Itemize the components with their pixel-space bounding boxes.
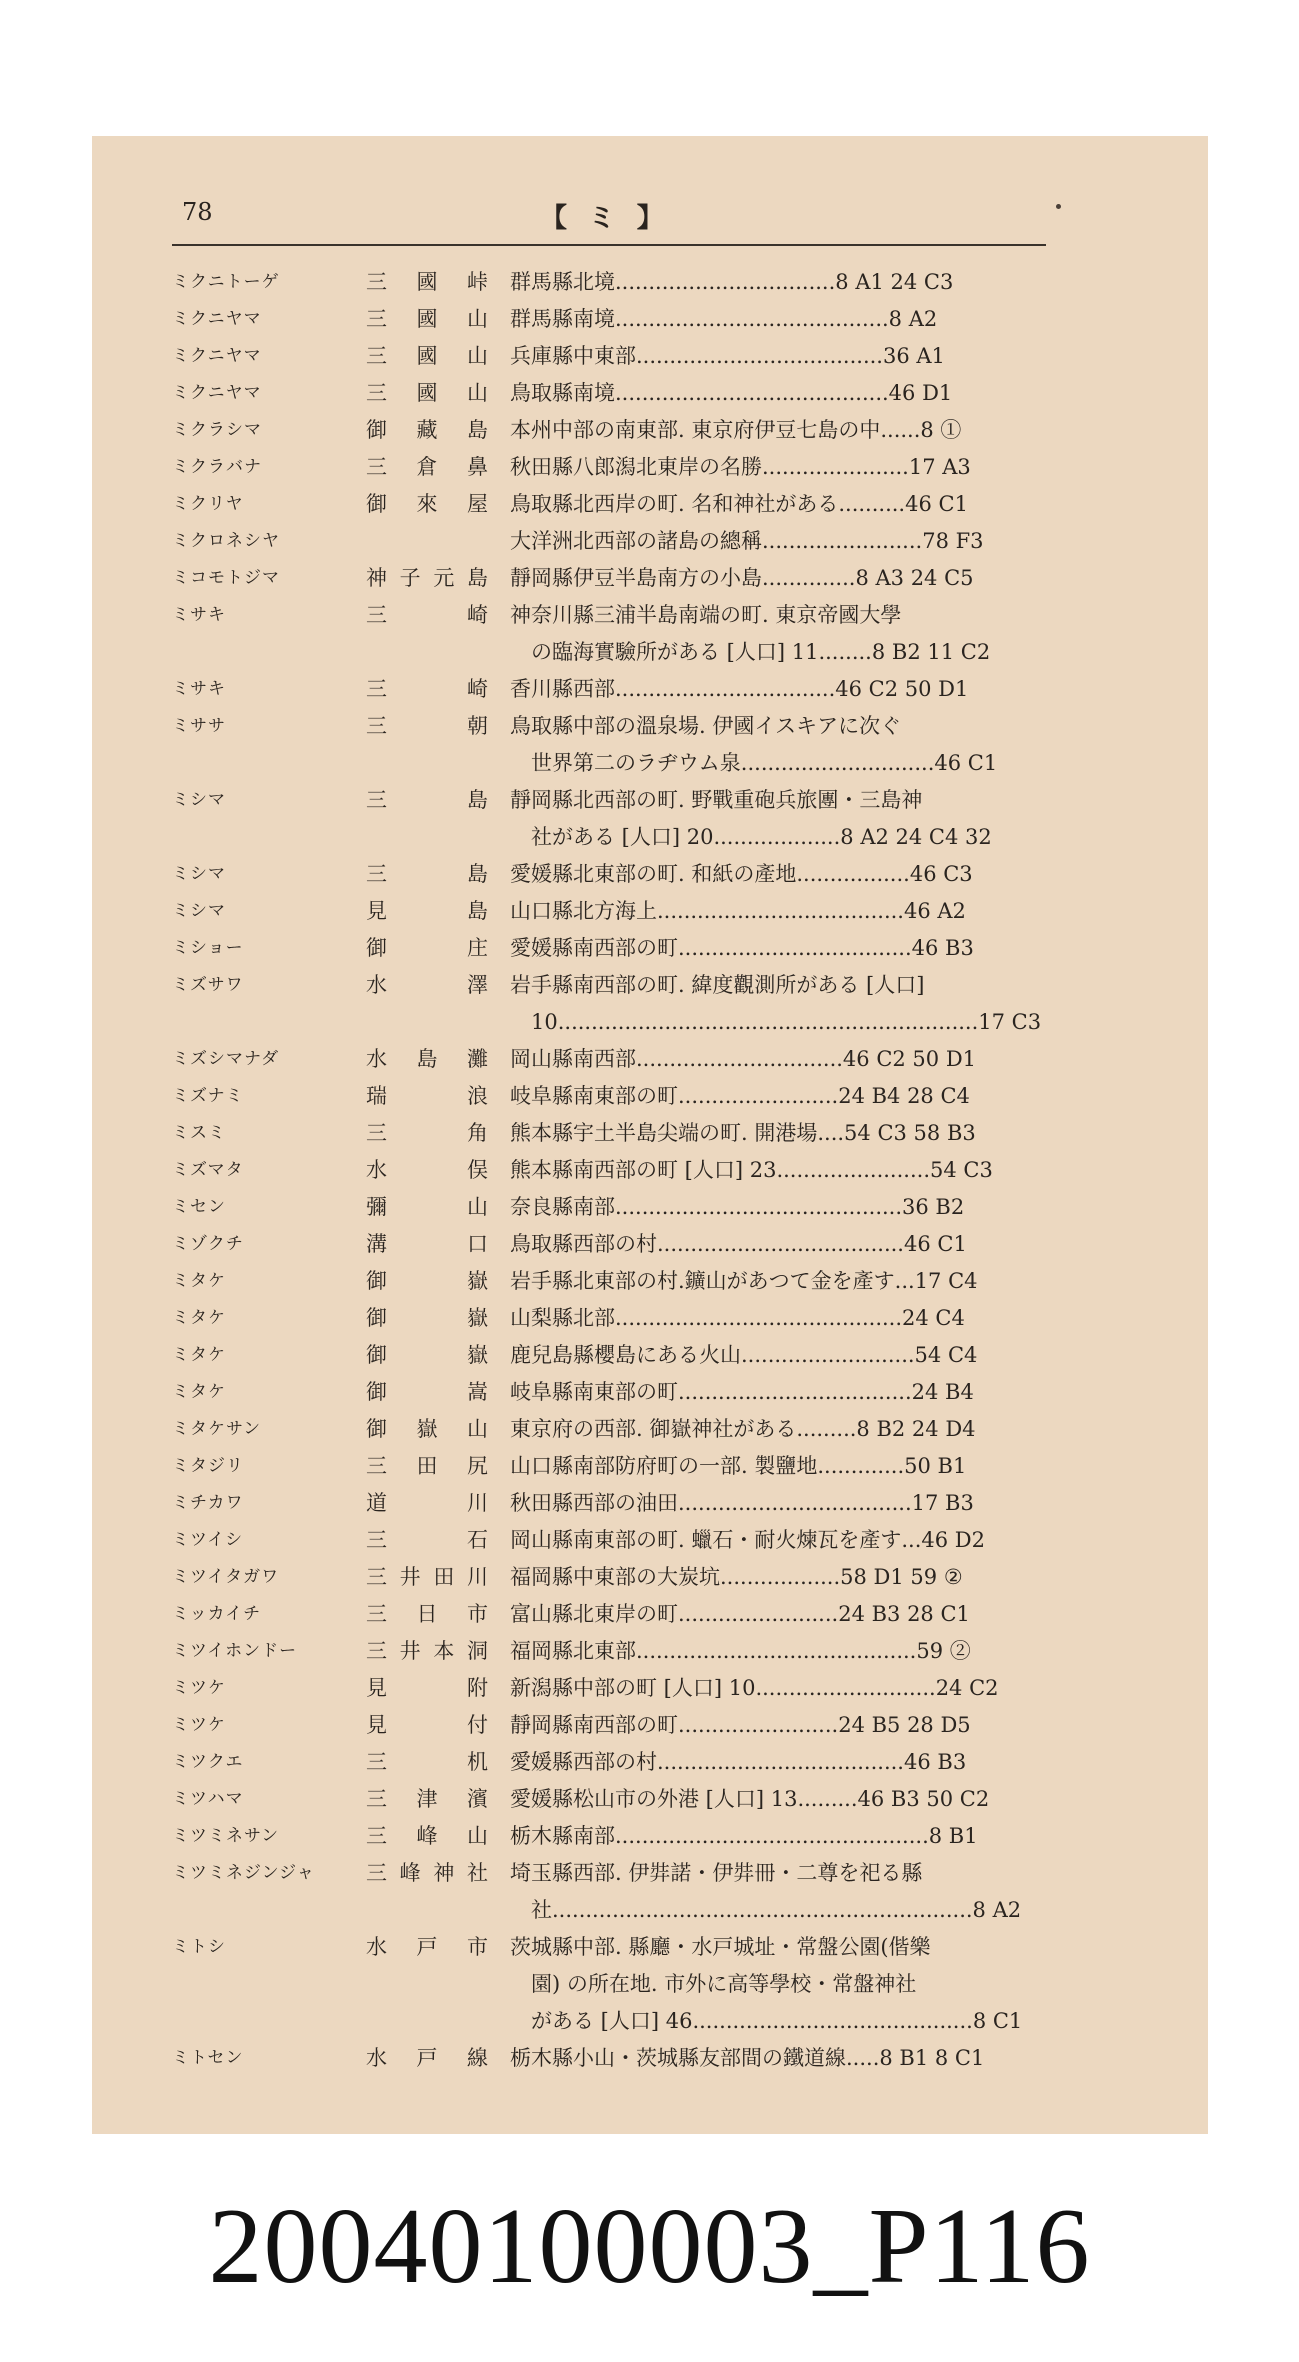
gazetteer-entry xyxy=(172,708,1072,782)
description-line: 東京府の西部. 御嶽神社がある.........8 B2 24 D4 xyxy=(510,1417,976,1441)
description-line: 岐阜縣南東部の町........................24 B4 28 C4 xyxy=(510,1084,970,1108)
entry-description xyxy=(510,1559,1072,1596)
entry-reading: ミクラシマ xyxy=(172,420,262,440)
description-line: 岩手縣南西部の町. 緯度觀測所がある [人口] xyxy=(510,973,925,997)
gazetteer-entry xyxy=(172,1855,1072,1929)
entry-description xyxy=(510,1078,1072,1115)
entry-description xyxy=(510,1744,1072,1781)
description-line: 群馬縣南境.........................................8 A2 xyxy=(510,307,938,331)
description-line: 靜岡縣南西部の町........................24 B5 28 D5 xyxy=(510,1713,971,1737)
entry-name: 御嵩 xyxy=(366,1380,488,1404)
entry-name: 三井田川 xyxy=(366,1565,488,1589)
gazetteer-entry xyxy=(172,1263,1072,1300)
entry-reading: ミツイホンドー xyxy=(172,1641,298,1661)
description-line: 山口縣南部防府町の一部. 製鹽地.............50 B1 xyxy=(510,1454,967,1478)
gazetteer-entry xyxy=(172,1744,1072,1781)
entry-reading: ミタケ xyxy=(172,1345,226,1365)
description-line: 靜岡縣北西部の町. 野戰重砲兵旅團・三島神 xyxy=(510,788,923,812)
gazetteer-entry xyxy=(172,1374,1072,1411)
description-line: 奈良縣南部...........................................36 B2 xyxy=(510,1195,965,1219)
description-line: 群馬縣北境.................................8 A1 24 C3 xyxy=(510,270,954,294)
entry-name: 三机 xyxy=(366,1750,488,1774)
entry-description xyxy=(510,1374,1072,1411)
gazetteer-entry xyxy=(172,1522,1072,1559)
entry-reading: ミトセン xyxy=(172,2048,244,2068)
description-line: 鳥取縣北西岸の町. 名和神社がある..........46 C1 xyxy=(510,492,968,516)
entry-name: 見附 xyxy=(366,1676,488,1700)
entry-name: 見付 xyxy=(366,1713,488,1737)
description-line: 山梨縣北部...........................................24 C4 xyxy=(510,1306,965,1330)
description-line: 鳥取縣西部の村.....................................46 C1 xyxy=(510,1232,967,1256)
entry-description xyxy=(510,338,1072,375)
entry-reading: ミタジリ xyxy=(172,1456,244,1476)
gazetteer-entry xyxy=(172,1633,1072,1670)
entry-name: 三島 xyxy=(366,862,488,886)
entry-description xyxy=(510,1448,1072,1485)
entry-name: 水戸市 xyxy=(366,1935,488,1959)
description-line: 愛媛縣南西部の町...................................46 B3 xyxy=(510,936,974,960)
entry-description xyxy=(510,1226,1072,1263)
description-line: 富山縣北東岸の町........................24 B3 28 C1 xyxy=(510,1602,970,1626)
entry-name: 神子元島 xyxy=(366,566,488,590)
entry-name: 瑞浪 xyxy=(366,1084,488,1108)
entry-description xyxy=(510,1263,1072,1300)
entry-description xyxy=(510,1633,1072,1670)
archive-id: 20040100003_P116 xyxy=(208,2187,1091,2306)
description-line: 山口縣北方海上.....................................46 A2 xyxy=(510,899,966,923)
page-number: 78 xyxy=(182,198,213,226)
description-line: 福岡縣中東部の大炭坑..................58 D1 59 ② xyxy=(510,1565,963,1589)
entry-reading: ミクニヤマ xyxy=(172,309,262,329)
description-line: 熊本縣宇土半島尖端の町. 開港場....54 C3 58 B3 xyxy=(510,1121,976,1145)
gazetteer-entries xyxy=(172,264,1072,2077)
description-line: 福岡縣北東部..........................................59 ② xyxy=(510,1639,971,1663)
gazetteer-entry xyxy=(172,2040,1072,2077)
entry-description xyxy=(510,523,1072,560)
description-line: 兵庫縣中東部.....................................36 A1 xyxy=(510,344,945,368)
entry-description xyxy=(510,375,1072,412)
entry-name: 三崎 xyxy=(366,603,488,627)
entry-reading: ミタケサン xyxy=(172,1419,262,1439)
entry-description xyxy=(510,671,1072,708)
entry-description xyxy=(510,449,1072,486)
entry-description xyxy=(510,1670,1072,1707)
description-line: 愛媛縣北東部の町. 和紙の產地.................46 C3 xyxy=(510,862,973,886)
description-line: 栃木縣南部...............................................8 B1 xyxy=(510,1824,978,1848)
gazetteer-entry xyxy=(172,597,1072,671)
entry-description xyxy=(510,1855,1072,1929)
description-line: 大洋洲北西部の諸島の總稱........................78 F3 xyxy=(510,529,984,553)
gazetteer-entry xyxy=(172,1670,1072,1707)
description-line: 社...............................................................8 A2 xyxy=(510,1898,1022,1922)
entry-name: 三國山 xyxy=(366,381,488,405)
description-line: 岡山縣南西部...............................46 C2 50 D1 xyxy=(510,1047,977,1071)
entry-reading: ミタケ xyxy=(172,1382,226,1402)
gazetteer-entry xyxy=(172,264,1072,301)
entry-reading: ミササ xyxy=(172,716,226,736)
description-line: 世界第二のラヂウム泉.............................46 C1 xyxy=(510,751,998,775)
entry-name: 三倉鼻 xyxy=(366,455,488,479)
entry-name: 三國山 xyxy=(366,344,488,368)
entry-reading: ミツケ xyxy=(172,1715,226,1735)
entry-reading: ミゾクチ xyxy=(172,1234,244,1254)
entry-name: 見島 xyxy=(366,899,488,923)
entry-name: 水俣 xyxy=(366,1158,488,1182)
section-header: 【 ミ 】 xyxy=(540,203,670,234)
entry-description xyxy=(510,930,1072,967)
gazetteer-entry xyxy=(172,1559,1072,1596)
entry-name: 御藏島 xyxy=(366,418,488,442)
entry-reading: ミクリヤ xyxy=(172,494,244,514)
entry-name: 三峰山 xyxy=(366,1824,488,1848)
entry-reading: ミッカイチ xyxy=(172,1604,262,1624)
entry-description xyxy=(510,1781,1072,1818)
gazetteer-entry xyxy=(172,782,1072,856)
entry-reading: ミツミネジンジャ xyxy=(172,1863,315,1883)
entry-description xyxy=(510,1189,1072,1226)
entry-reading: ミズナミ xyxy=(172,1086,244,1106)
gazetteer-entry xyxy=(172,1818,1072,1855)
gazetteer-entry xyxy=(172,1448,1072,1485)
entry-reading: ミタケ xyxy=(172,1308,226,1328)
entry-description xyxy=(510,1300,1072,1337)
entry-reading: ミクラバナ xyxy=(172,457,262,477)
entry-name: 三國山 xyxy=(366,307,488,331)
gazetteer-entry xyxy=(172,1115,1072,1152)
description-line: 香川縣西部.................................46 C2 50 D1 xyxy=(510,677,969,701)
entry-description xyxy=(510,486,1072,523)
entry-description xyxy=(510,1596,1072,1633)
description-line: 本州中部の南東部. 東京府伊豆七島の中......8 ① xyxy=(510,418,962,442)
gazetteer-entry xyxy=(172,856,1072,893)
description-line: 岐阜縣南東部の町...................................24 B4 xyxy=(510,1380,974,1404)
entry-reading: ミズサワ xyxy=(172,975,244,995)
gazetteer-entry xyxy=(172,1300,1072,1337)
entry-description xyxy=(510,1522,1072,1559)
entry-description xyxy=(510,412,1072,449)
entry-description xyxy=(510,264,1072,301)
entry-reading: ミツイタガワ xyxy=(172,1567,280,1587)
entry-name: 御庄 xyxy=(366,936,488,960)
entry-name: 御嶽 xyxy=(366,1306,488,1330)
entry-reading: ミツケ xyxy=(172,1678,226,1698)
gazetteer-entry xyxy=(172,893,1072,930)
gazetteer-entry xyxy=(172,671,1072,708)
entry-reading: ミシマ xyxy=(172,864,226,884)
entry-reading: ミサキ xyxy=(172,679,226,699)
entry-description xyxy=(510,597,1072,671)
description-line: 埼玉縣西部. 伊弉諾・伊弉冊・二尊を祀る縣 xyxy=(510,1861,923,1885)
entry-reading: ミズマタ xyxy=(172,1160,244,1180)
entry-name: 三角 xyxy=(366,1121,488,1145)
gazetteer-entry xyxy=(172,1152,1072,1189)
entry-reading: ミツクエ xyxy=(172,1752,244,1772)
entry-reading: ミコモトジマ xyxy=(172,568,280,588)
entry-name: 三井本洞 xyxy=(366,1639,488,1663)
description-line: 社がある [人口] 20...................8 A2 24 C4 32 xyxy=(510,825,992,849)
entry-name: 三國峠 xyxy=(366,270,488,294)
entry-name: 三崎 xyxy=(366,677,488,701)
gazetteer-entry xyxy=(172,375,1072,412)
entry-description xyxy=(510,893,1072,930)
entry-reading: ミタケ xyxy=(172,1271,226,1291)
entry-description xyxy=(510,1929,1072,2040)
entry-name: 三田尻 xyxy=(366,1454,488,1478)
gazetteer-entry xyxy=(172,1226,1072,1263)
entry-name: 溝口 xyxy=(366,1232,488,1256)
description-line: 靜岡縣伊豆半島南方の小島..............8 A3 24 C5 xyxy=(510,566,974,590)
entry-reading: ミセン xyxy=(172,1197,226,1217)
entry-name: 御來屋 xyxy=(366,492,488,516)
entry-reading: ミツイシ xyxy=(172,1530,244,1550)
description-line: 岡山縣南東部の町. 蠟石・耐火煉瓦を產す...46 D2 xyxy=(510,1528,985,1552)
gazetteer-entry xyxy=(172,1781,1072,1818)
description-line: 栃木縣小山・茨城縣友部間の鐵道線.....8 B1 8 C1 xyxy=(510,2046,985,2070)
entry-description xyxy=(510,1485,1072,1522)
entry-description xyxy=(510,782,1072,856)
entry-name: 御嶽 xyxy=(366,1269,488,1293)
description-line: 愛媛縣西部の村.....................................46 B3 xyxy=(510,1750,967,1774)
entry-description xyxy=(510,1707,1072,1744)
entry-name: 水戸線 xyxy=(366,2046,488,2070)
gazetteer-entry xyxy=(172,1707,1072,1744)
description-line: 神奈川縣三浦半島南端の町. 東京帝國大學 xyxy=(510,603,902,627)
gazetteer-entry xyxy=(172,1337,1072,1374)
gazetteer-entry xyxy=(172,449,1072,486)
gazetteer-entry xyxy=(172,1411,1072,1448)
gazetteer-entry xyxy=(172,967,1072,1041)
description-line: 鹿兒島縣櫻島にある火山..........................54 C4 xyxy=(510,1343,978,1367)
entry-reading: ミツミネサン xyxy=(172,1826,280,1846)
entry-description xyxy=(510,301,1072,338)
entry-reading: ミショー xyxy=(172,938,244,958)
entry-name: 水澤 xyxy=(366,973,488,997)
gazetteer-entry xyxy=(172,486,1072,523)
entry-name: 三津濱 xyxy=(366,1787,488,1811)
description-line: 鳥取縣中部の溫泉場. 伊國イスキアに次ぐ xyxy=(510,714,902,738)
entry-name: 道川 xyxy=(366,1491,488,1515)
description-line: 秋田縣八郎潟北東岸の名勝......................17 A3 xyxy=(510,455,971,479)
entry-reading: ミチカワ xyxy=(172,1493,244,1513)
entry-reading: ミサキ xyxy=(172,605,226,625)
ink-speck xyxy=(1056,204,1061,209)
entry-name: 三峰神社 xyxy=(366,1861,488,1885)
entry-reading: ミツハマ xyxy=(172,1789,244,1809)
gazetteer-entry xyxy=(172,338,1072,375)
entry-reading: ミズシマナダ xyxy=(172,1049,280,1069)
entry-description xyxy=(510,1152,1072,1189)
entry-reading: ミクニトーゲ xyxy=(172,272,280,292)
gazetteer-entry xyxy=(172,1929,1072,2040)
gazetteer-entry xyxy=(172,1596,1072,1633)
entry-description xyxy=(510,1337,1072,1374)
entry-description xyxy=(510,1041,1072,1078)
entry-reading: ミトシ xyxy=(172,1937,226,1957)
gazetteer-entry xyxy=(172,560,1072,597)
description-line: 熊本縣南西部の町 [人口] 23.......................54 C3 xyxy=(510,1158,993,1182)
description-line: 10...............................................................17 C3 xyxy=(510,1010,1042,1034)
entry-name: 御嶽山 xyxy=(366,1417,488,1441)
gazetteer-entry xyxy=(172,523,1072,560)
entry-reading: ミクニヤマ xyxy=(172,383,262,403)
gazetteer-entry xyxy=(172,1041,1072,1078)
entry-description xyxy=(510,1115,1072,1152)
entry-name: 彌山 xyxy=(366,1195,488,1219)
description-line: がある [人口] 46..........................................8 C1 xyxy=(510,2009,1023,2033)
entry-description xyxy=(510,1818,1072,1855)
gazetteer-entry xyxy=(172,412,1072,449)
entry-name: 三石 xyxy=(366,1528,488,1552)
entry-name: 三日市 xyxy=(366,1602,488,1626)
gazetteer-entry xyxy=(172,1485,1072,1522)
gazetteer-entry xyxy=(172,301,1072,338)
entry-description xyxy=(510,856,1072,893)
book-page xyxy=(92,136,1208,2134)
entry-reading: ミスミ xyxy=(172,1123,226,1143)
description-line: 鳥取縣南境.........................................46 D1 xyxy=(510,381,953,405)
description-line: 茨城縣中部. 縣廳・水戸城址・常盤公園(偕樂 xyxy=(510,1935,931,1959)
entry-description xyxy=(510,967,1072,1041)
entry-name: 三島 xyxy=(366,788,488,812)
entry-reading: ミシマ xyxy=(172,790,226,810)
description-line: 愛媛縣松山市の外港 [人口] 13.........46 B3 50 C2 xyxy=(510,1787,990,1811)
entry-name: 三朝 xyxy=(366,714,488,738)
description-line: 秋田縣西部の油田...................................17 B3 xyxy=(510,1491,974,1515)
entry-name: 御嶽 xyxy=(366,1343,488,1367)
description-line: 園) の所在地. 市外に高等學校・常盤神社 xyxy=(510,1972,917,1996)
entry-description xyxy=(510,708,1072,782)
entry-name: 水島灘 xyxy=(366,1047,488,1071)
entry-description xyxy=(510,2040,1072,2077)
gazetteer-entry xyxy=(172,930,1072,967)
entry-description xyxy=(510,1411,1072,1448)
description-line: 新潟縣中部の町 [人口] 10...........................24 C2 xyxy=(510,1676,999,1700)
description-line: 岩手縣北東部の村.鑛山があつて金を產す...17 C4 xyxy=(510,1269,978,1293)
entry-description xyxy=(510,560,1072,597)
description-line: の臨海實驗所がある [人口] 11........8 B2 11 C2 xyxy=(510,640,991,664)
gazetteer-entry xyxy=(172,1078,1072,1115)
gazetteer-entry xyxy=(172,1189,1072,1226)
entry-reading: ミクニヤマ xyxy=(172,346,262,366)
entry-reading: ミシマ xyxy=(172,901,226,921)
header-rule xyxy=(172,244,1046,246)
entry-reading: ミクロネシヤ xyxy=(172,531,280,551)
